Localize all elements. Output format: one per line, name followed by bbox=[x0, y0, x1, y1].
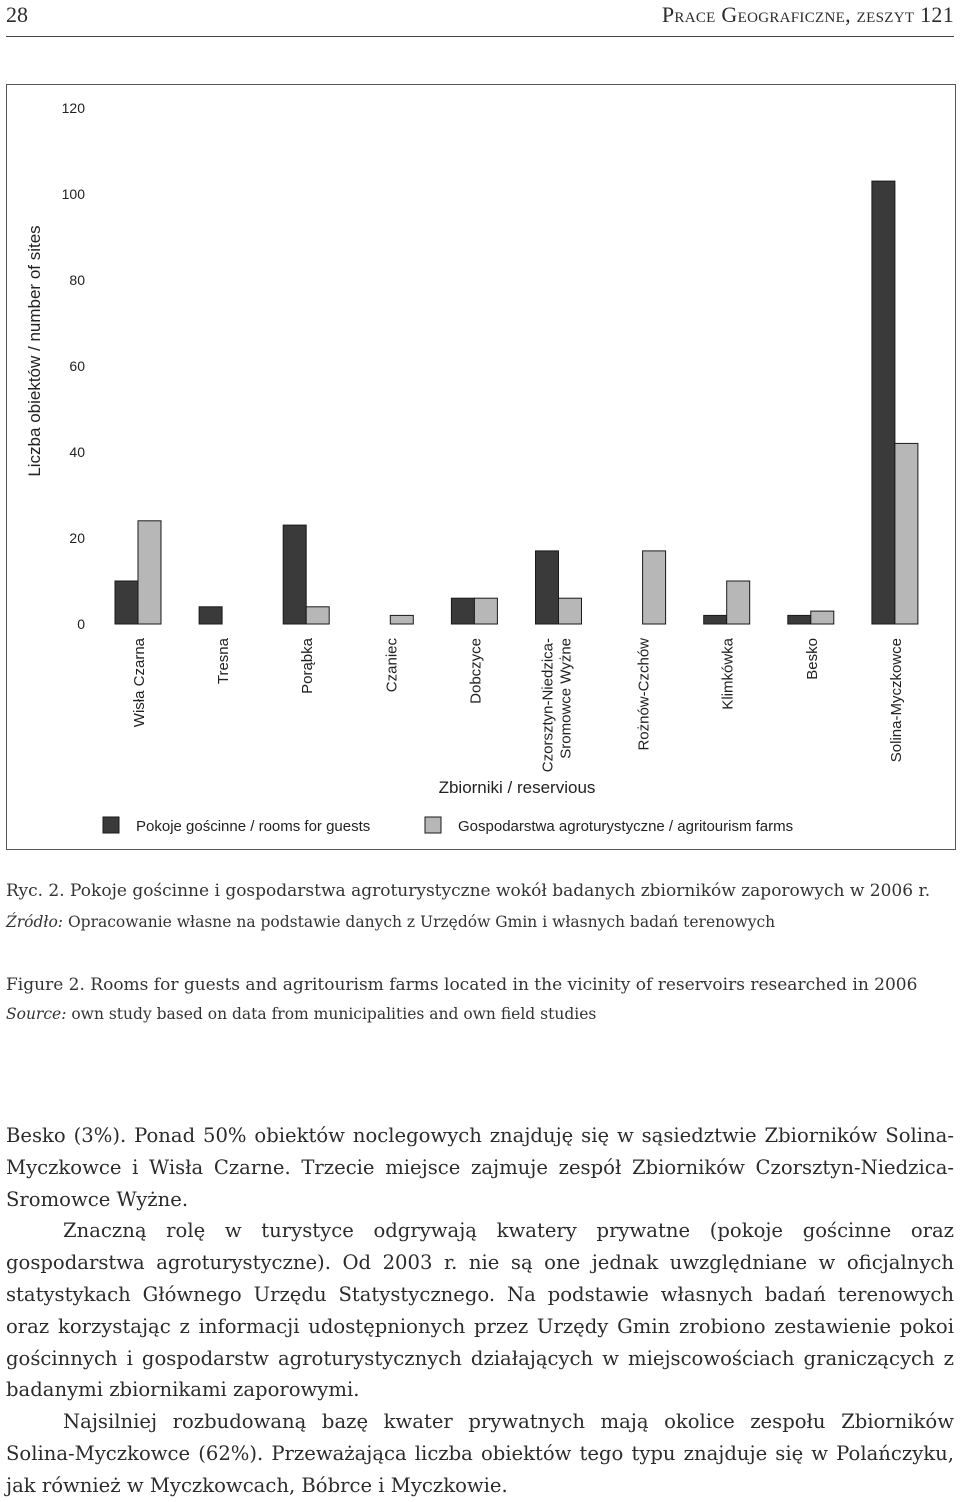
journal-title: Prace Geograficzne, zeszyt 121 bbox=[661, 2, 954, 27]
caption-en-title: Figure 2. Rooms for guests and agritourism farms located in the vicinity of reservoirs researched in 2006 bbox=[6, 975, 918, 995]
legend-swatch bbox=[103, 817, 119, 833]
body-text bbox=[6, 1120, 954, 1502]
category-label-line: Sromowce Wyżne bbox=[557, 638, 575, 759]
y-tick-label: 80 bbox=[69, 272, 85, 288]
category-label-line: Besko bbox=[803, 638, 821, 680]
bar-farms bbox=[474, 598, 497, 624]
figure-frame bbox=[6, 84, 956, 850]
category-label bbox=[720, 637, 737, 709]
category-label-line: Czorsztyn-Niedzica- bbox=[539, 638, 557, 773]
page-header bbox=[6, 0, 954, 37]
caption-pl-source-label: Źródło: bbox=[6, 913, 64, 931]
bar-farms bbox=[559, 598, 582, 624]
y-tick-label: 40 bbox=[69, 444, 85, 460]
bar-rooms bbox=[451, 598, 474, 624]
bar-farms bbox=[138, 521, 161, 624]
page-number: 28 bbox=[6, 2, 28, 27]
category-label-line: Czaniec bbox=[383, 638, 401, 693]
bar-farms bbox=[811, 611, 834, 624]
caption-en-source-label: Source: bbox=[6, 1005, 67, 1023]
caption-en-source bbox=[6, 1002, 954, 1026]
y-tick-label: 100 bbox=[61, 186, 85, 202]
bar-rooms bbox=[788, 615, 811, 624]
legend-label: Pokoje gościnne / rooms for guests bbox=[136, 818, 371, 835]
category-label-line: Rożnów-Czchów bbox=[635, 638, 653, 751]
bar-farms bbox=[643, 551, 666, 624]
y-axis-title: Liczba obiektów / number of sites bbox=[25, 225, 44, 477]
category-label bbox=[540, 638, 575, 772]
caption-pl-source-text: Opracowanie własne na podstawie danych z Urzędów Gmin i własnych badań terenowych bbox=[63, 913, 776, 931]
bar-rooms bbox=[704, 615, 727, 624]
category-label bbox=[131, 637, 148, 727]
y-tick-label: 120 bbox=[61, 100, 85, 116]
category-label-line: Klimkówka bbox=[719, 638, 737, 710]
bar-rooms bbox=[536, 551, 559, 624]
bar-farms bbox=[727, 581, 750, 624]
bar-farms bbox=[306, 607, 329, 624]
legend-swatch bbox=[425, 817, 441, 833]
y-tick-label: 20 bbox=[69, 530, 85, 546]
caption-pl-source bbox=[6, 910, 954, 934]
category-label bbox=[215, 637, 232, 684]
bar-chart bbox=[7, 85, 957, 851]
paragraph-3: Najsilniej rozbudowaną bazę kwater prywatnych mają okolice zespołu Zbiorników Solina-Myczkowce (62%). Przeważająca liczba obiektów tego typu znajduje się w Polańczyku, jak również w Myczkowcach, Bóbrce i Myczkowie. bbox=[6, 1410, 954, 1497]
caption-en-source-text: own study based on data from municipalities and own field studies bbox=[66, 1005, 597, 1023]
x-axis-title: Zbiorniki / reservious bbox=[438, 778, 596, 797]
category-label bbox=[467, 638, 484, 704]
bar-rooms bbox=[872, 181, 895, 624]
paragraph-2: Znaczną rolę w turystyce odgrywają kwatery prywatne (pokoje gościnne oraz gospodarstwa agroturystyczne). Od 2003 r. nie są one jednak uwzględniane w oficjalnych statystykach Głównego Urzędu Statystycznego. Na podstawie własnych badań terenowych oraz korzystając z informacji udostępnionych przez Urzędy Gmin zrobiono zestawienie pokoi gościnnych i gospodarstw agroturystycznych działających w miejscowościach graniczących z badanymi zbiornikami zaporowymi. bbox=[6, 1219, 954, 1402]
bar-farms bbox=[390, 615, 413, 624]
y-tick-label: 0 bbox=[77, 616, 85, 632]
paragraph-1: Besko (3%). Ponad 50% obiektów noclegowych znajduję się w sąsiedztwie Zbiorników Solina-Myczkowce i Wisła Czarne. Trzecie miejsce zajmuje zespół Zbiorników Czorsztyn-Niedzica-Sromowce Wyżne. bbox=[6, 1124, 954, 1211]
bar-farms bbox=[895, 443, 918, 624]
category-label-line: Wisła Czarna bbox=[131, 638, 148, 728]
bar-rooms bbox=[115, 581, 138, 624]
category-label bbox=[804, 638, 821, 680]
y-tick-label: 60 bbox=[69, 358, 85, 374]
category-label-line: Porąbka bbox=[299, 638, 317, 694]
figure-caption-en bbox=[6, 972, 954, 1026]
figure-caption-pl bbox=[6, 878, 954, 934]
caption-pl-title: Ryc. 2. Pokoje gościnne i gospodarstwa agroturystyczne wokół badanych zbiorników zaporowych w 2006 r. bbox=[6, 881, 931, 901]
category-label bbox=[299, 637, 316, 694]
category-label-line: Solina-Myczkowce bbox=[887, 638, 905, 763]
category-label bbox=[383, 638, 400, 693]
bar-rooms bbox=[283, 525, 306, 624]
bar-rooms bbox=[199, 607, 222, 624]
category-label bbox=[636, 638, 653, 751]
category-label-line: Dobczyce bbox=[467, 638, 485, 704]
category-label-line: Tresna bbox=[215, 638, 233, 685]
legend-label: Gospodarstwa agroturystyczne / agritourism farms bbox=[458, 818, 794, 835]
category-label bbox=[888, 638, 905, 762]
